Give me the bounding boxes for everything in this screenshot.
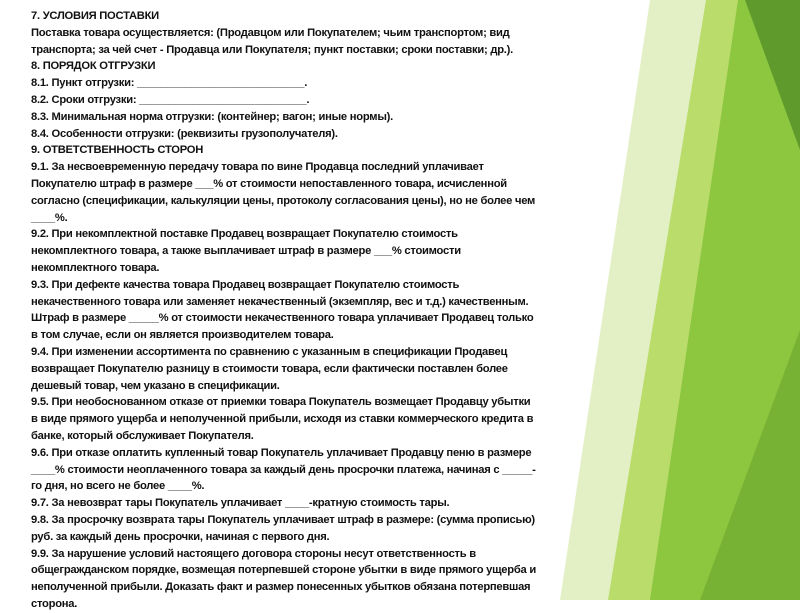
text-line: 9.3. При дефекте качества товара Продавец возвращает Покупателю стоимость bbox=[31, 278, 460, 291]
text-line: Поставка товара осуществляется: (Продавцом или Покупателем; чьим транспортом; вид bbox=[31, 26, 510, 39]
text-line: руб. за каждый день просрочки, начиная с первого дня. bbox=[31, 530, 330, 543]
text-line: 9.8. За просрочку возврата тары Покупатель уплачивает штраф в размере: (сумма прописью) bbox=[31, 513, 535, 526]
text-line: 9.5. При необоснованном отказе от приемки товара Покупатель возмещает Продавцу убытки bbox=[31, 396, 531, 409]
section-9-title: 9. ОТВЕТСТВЕННОСТЬ СТОРОН bbox=[31, 144, 204, 157]
section-8-title: 8. ПОРЯДОК ОТГРУЗКИ bbox=[31, 60, 156, 73]
text-line: ____%. bbox=[31, 211, 68, 224]
text-line: сторона. bbox=[31, 597, 78, 610]
slide-text-block bbox=[31, 8, 551, 613]
text-line: общегражданском порядке, возмещая потерпевшей стороне убытки в виде прямого ущерба и bbox=[31, 564, 536, 577]
text-line: Штраф в размере _____% от стоимости некачественного товара уплачивает Продавец только bbox=[31, 312, 534, 325]
text-line: некомплектного товара. bbox=[31, 261, 160, 274]
text-line: го дня, но всего не более ____%. bbox=[31, 480, 205, 493]
text-line: 8.4. Особенности отгрузки: (реквизиты грузополучателя). bbox=[31, 127, 338, 140]
text-line: 9.6. При отказе оплатить купленный товар Покупатель уплачивает Продавцу пеню в размере bbox=[31, 446, 532, 459]
text-line: некомплектного товара, а также выплачивает штраф в размере ___% стоимости bbox=[31, 245, 461, 258]
text-line: согласно (спецификации, калькуляции цены, протоколу согласования цены), но не более чем bbox=[31, 194, 536, 207]
section-7-title: 7. УСЛОВИЯ ПОСТАВКИ bbox=[31, 10, 159, 22]
text-line: возвращает Покупателю разницу в стоимости товара, если фактически поставлен более bbox=[31, 362, 508, 375]
text-line: 8.1. Пункт отгрузки: ____________________________. bbox=[31, 77, 308, 90]
text-line: в том случае, если он является производителем товара. bbox=[31, 329, 334, 342]
text-line: банке, который обслуживает Покупателя. bbox=[31, 429, 254, 442]
text-line: транспорта; за чей счет - Продавца или Покупателя; пункт поставки; сроки поставки; др.). bbox=[31, 43, 513, 56]
text-line: 9.9. За нарушение условий настоящего договора стороны несут ответственность в bbox=[31, 547, 476, 560]
text-line: 9.1. За несвоевременную передачу товара по вине Продавца последний уплачивает bbox=[31, 161, 484, 174]
text-line: 9.2. При некомплектной поставке Продавец возвращает Покупателю стоимость bbox=[31, 228, 458, 241]
text-line: 9.4. При изменении ассортимента по сравнению с указанным в спецификации Продавец bbox=[31, 345, 508, 358]
text-line: Покупателю штраф в размере ___% от стоимости непоставленного товара, исчисленной bbox=[31, 177, 507, 190]
text-line: 8.3. Минимальная норма отгрузки: (контейнер; вагон; иные нормы). bbox=[31, 110, 393, 123]
text-line: некачественного товара или заменяет некачественный (экземпляр, вес и т.д.) качественным. bbox=[31, 295, 529, 308]
text-line: 9.7. За невозврат тары Покупатель уплачивает ____-кратную стоимость тары. bbox=[31, 497, 450, 510]
text-line: 8.2. Сроки отгрузки: ____________________________. bbox=[31, 93, 310, 106]
text-line: в виде прямого ущерба и неполученной прибыли, исходя из ставки коммерческого кредита в bbox=[31, 413, 534, 426]
text-line: неполученной прибыли. Доказать факт и размер понесенных убытков обязана потерпевшая bbox=[31, 581, 531, 594]
text-line: дешевый товар, чем указано в спецификации. bbox=[31, 379, 280, 392]
text-line: ____% стоимости неоплаченного товара за каждый день просрочки платежа, начиная с _____- bbox=[31, 463, 536, 476]
